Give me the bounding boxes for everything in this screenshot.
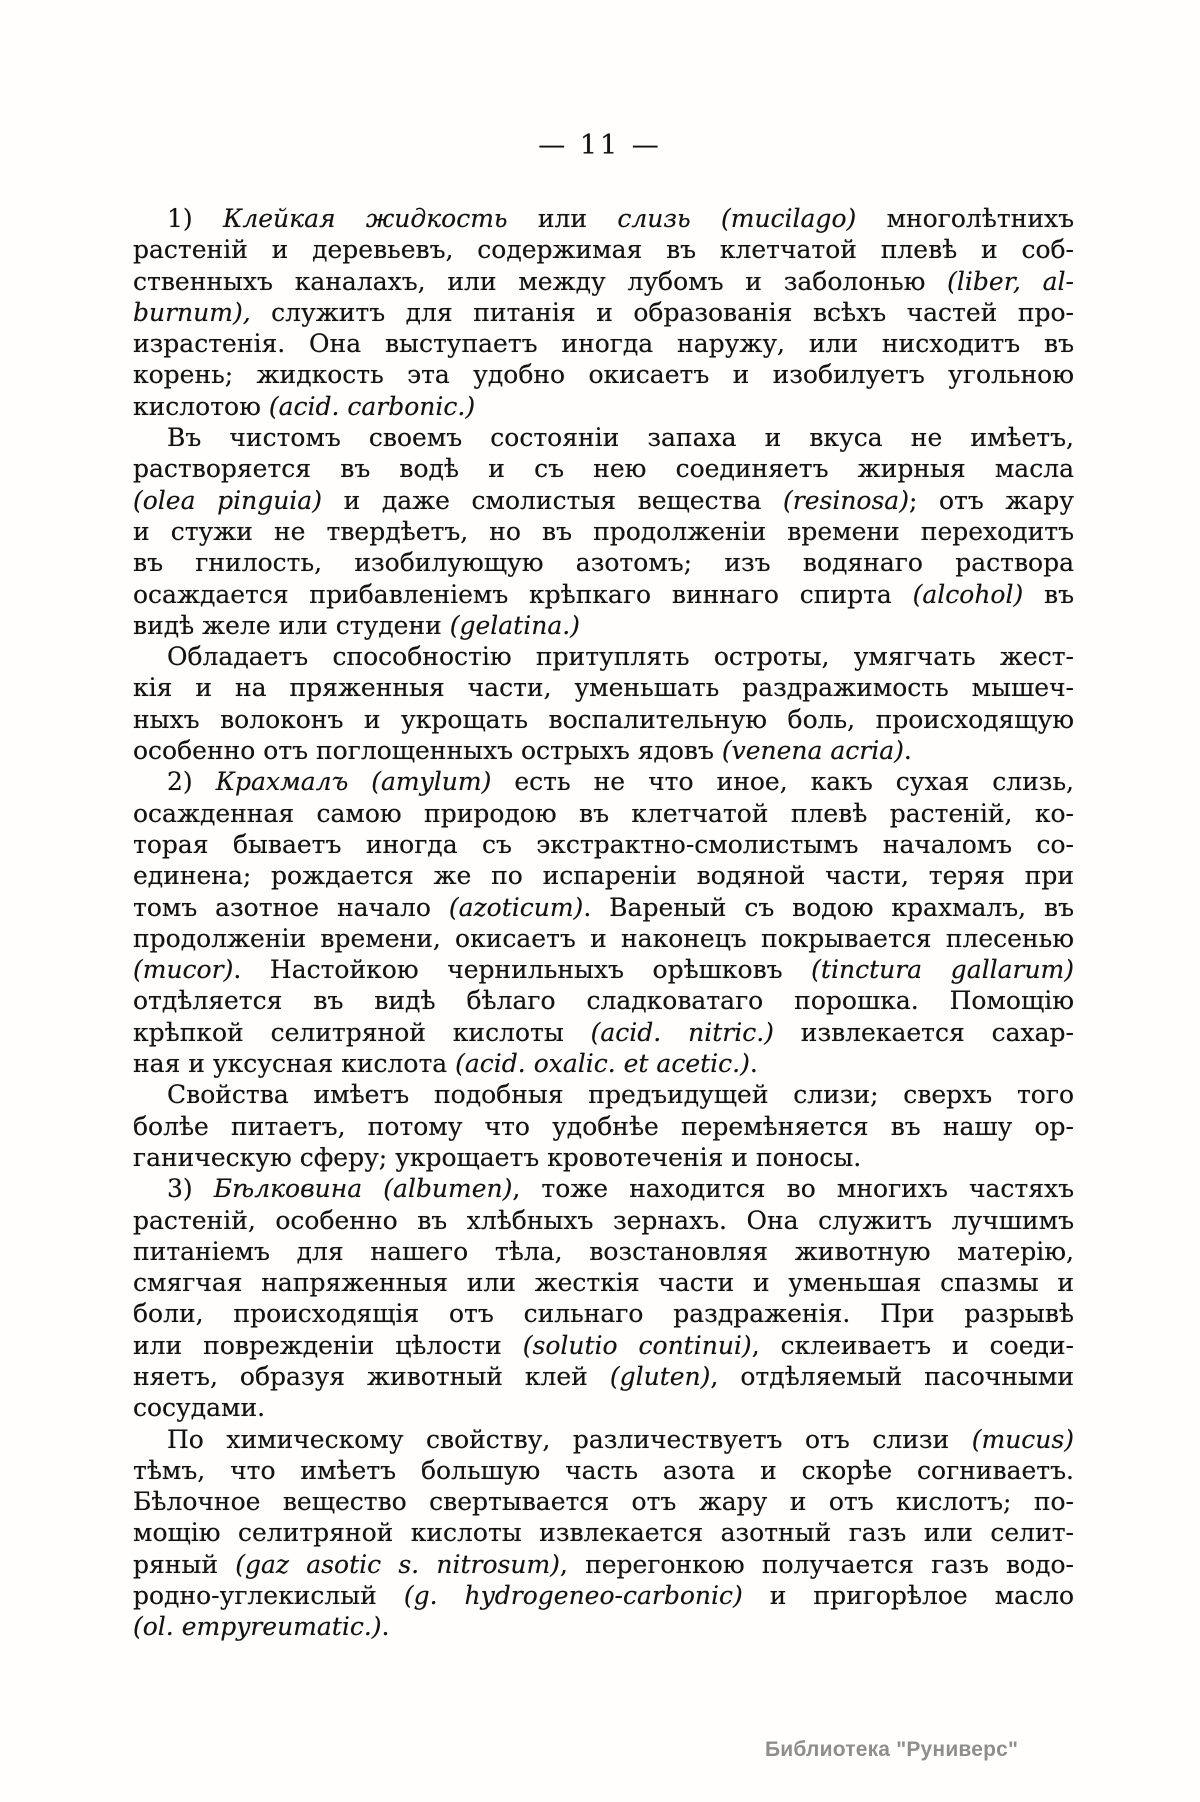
text-segment: боли, происходящія отъ сильнаго раздраженія. При разрывѣ <box>133 1299 1074 1329</box>
italic-text-segment: (olea pinguia) <box>133 485 322 515</box>
text-segment: . Настойкою чернильныхъ орѣшковъ <box>233 955 812 985</box>
text-segment: видѣ желе или студени <box>133 610 450 640</box>
text-segment: ряный <box>133 1549 236 1579</box>
text-segment: По химическому свойству, различествуетъ отъ слизи <box>167 1424 972 1454</box>
text-line <box>133 1455 1074 1486</box>
text-line <box>133 1267 1074 1298</box>
italic-text-segment: (gelatina.) <box>449 610 580 640</box>
text-line <box>133 704 1074 735</box>
italic-text-segment: (acid. oxalic. et acetic.) <box>455 1049 750 1079</box>
text-line <box>133 328 1074 359</box>
text-segment: сосудами. <box>133 1393 266 1423</box>
text-segment: и стужи не твердѣетъ, но въ продолженіи времени переходитъ <box>133 516 1074 546</box>
italic-text-segment: (solutio continui) <box>522 1330 752 1360</box>
text-line <box>133 1017 1074 1048</box>
italic-text-segment: (gaz asotic s. nitrosum) <box>235 1549 560 1579</box>
text-line <box>133 1079 1074 1110</box>
text-segment: ; отъ жару <box>908 485 1074 515</box>
text-segment: . <box>749 1049 758 1079</box>
paragraph-5 <box>133 1079 1074 1173</box>
text-line <box>133 954 1074 985</box>
text-segment: , склеиваетъ и соеди- <box>751 1330 1074 1360</box>
paragraph-1 <box>133 203 1074 422</box>
text-line <box>133 641 1074 672</box>
text-segment: мощію селитряной кислоты извлекается азотный газъ или селит- <box>133 1518 1074 1548</box>
text-segment: болѣе питаетъ, потому что удобнѣе перемѣняется въ нашу ор- <box>133 1111 1074 1141</box>
text-line <box>133 1048 1074 1079</box>
text-line <box>133 1111 1074 1142</box>
text-segment: растворяется въ водѣ и съ нею соединяетъ жирныя масла <box>133 454 1074 484</box>
text-segment: или поврежденіи цѣлости <box>133 1330 523 1360</box>
text-line <box>133 798 1074 829</box>
text-line <box>133 672 1074 703</box>
text-segment: въ <box>1023 579 1074 609</box>
text-segment: или <box>507 204 618 233</box>
text-segment: Свойства имѣетъ подобныя предъидущей слизи; сверхъ того <box>167 1080 1074 1110</box>
text-line <box>133 766 1074 797</box>
text-line <box>133 266 1074 297</box>
text-segment: отдѣляется въ видѣ бѣлаго сладковатаго порошка. Помощію <box>133 986 1074 1016</box>
text-segment: въ гнилость, изобилующую азотомъ; изъ водянаго раствора <box>133 548 1074 578</box>
text-segment: кія и на пряженныя части, уменьшать раздражимость мышеч- <box>133 673 1074 703</box>
text-line <box>133 516 1074 547</box>
text-segment: кислотою <box>133 391 269 421</box>
text-segment: осаждается прибавленіемъ крѣпкаго виннаго спирта <box>133 579 913 609</box>
text-line <box>133 547 1074 578</box>
text-line <box>133 422 1074 453</box>
text-line <box>133 892 1074 923</box>
text-segment: есть не что иное, какъ сухая слизь, <box>491 767 1074 797</box>
text-segment: особенно отъ поглощенныхъ острыхъ ядовъ <box>133 736 722 766</box>
text-line <box>133 1330 1074 1361</box>
text-segment: Въ чистомъ своемъ состояніи запаха и вкуса не имѣетъ, <box>167 423 1074 453</box>
text-line <box>133 1392 1074 1423</box>
text-segment: Обладаетъ способностію притуплять остроты, умягчать жест- <box>167 642 1074 672</box>
italic-text-segment: (azoticum) <box>448 892 584 922</box>
text-segment: продолженіи времени, окисаетъ и наконецъ покрывается плесенью <box>133 923 1074 953</box>
text-segment: родно-углекислый <box>133 1581 404 1611</box>
body-text <box>133 203 1074 1643</box>
text-segment: няетъ, образуя животный клей <box>133 1361 610 1391</box>
text-line <box>133 297 1074 328</box>
italic-text-segment: burnum), <box>133 297 251 327</box>
paragraph-7 <box>133 1424 1074 1643</box>
text-line <box>133 829 1074 860</box>
text-segment: . <box>381 1612 390 1642</box>
italic-text-segment: (liber, al- <box>947 266 1074 296</box>
text-segment: . Вареный съ водою крахмалъ, въ <box>583 892 1074 922</box>
text-line <box>133 1173 1074 1204</box>
italic-text-segment: Клейкая жидкость <box>222 204 508 233</box>
text-line <box>133 485 1074 516</box>
text-line <box>133 1361 1074 1392</box>
text-segment: и даже смолистыя вещества <box>321 485 783 515</box>
text-segment: единена; рождается же по испареніи водяной части, теряя при <box>133 861 1074 891</box>
text-segment: ная и уксусная кислота <box>133 1049 456 1079</box>
italic-text-segment: (venena acria) <box>721 736 904 766</box>
text-line <box>133 579 1074 610</box>
paragraph-6 <box>133 1173 1074 1423</box>
text-line <box>133 203 1074 234</box>
text-segment: осажденная самою природою въ клетчатой плевѣ растеній, ко- <box>133 798 1074 828</box>
text-segment: Бѣлочное вещество свертывается отъ жару и отъ кислотъ; по- <box>133 1487 1074 1517</box>
text-line <box>133 1205 1074 1236</box>
text-line <box>133 610 1074 641</box>
paragraph-4 <box>133 766 1074 1079</box>
text-segment: крѣпкой селитряной кислоты <box>133 1017 591 1047</box>
text-segment: питаніемъ для нашего тѣла, возстановляя животную матерію, <box>133 1236 1074 1266</box>
text-segment: и пригорѣлое масло <box>742 1581 1074 1611</box>
page-number: — 11 — <box>538 130 662 161</box>
text-line <box>133 1517 1074 1548</box>
paragraph-3 <box>133 641 1074 766</box>
text-segment: извлекается сахар- <box>773 1017 1074 1047</box>
italic-text-segment: (tinctura gallarum) <box>811 955 1074 985</box>
text-line <box>133 234 1074 265</box>
text-line <box>133 1580 1074 1611</box>
text-segment: , отдѣляемый пасочными <box>710 1361 1074 1391</box>
text-line <box>133 1549 1074 1580</box>
text-segment: растеній, особенно въ хлѣбныхъ зернахъ. Она служитъ лучшимъ <box>133 1205 1074 1235</box>
text-line <box>133 985 1074 1016</box>
italic-text-segment: (mucus) <box>971 1424 1074 1454</box>
italic-text-segment: (resinosa) <box>783 485 909 515</box>
text-segment: служитъ для питанія и образованія всѣхъ частей про- <box>250 297 1074 327</box>
italic-text-segment: Бѣлковина (albumen) <box>213 1174 513 1204</box>
text-line <box>133 1424 1074 1455</box>
text-segment: израстенія. Она выступаетъ иногда наружу, или нисходитъ въ <box>133 329 1074 359</box>
italic-text-segment: слизь (mucilago) <box>617 204 857 233</box>
italic-text-segment: (gluten) <box>609 1361 711 1391</box>
text-segment: 2) <box>167 767 216 797</box>
text-segment: растеній и деревьевъ, содержимая въ клетчатой плевѣ и соб- <box>133 235 1074 265</box>
text-line <box>133 1486 1074 1517</box>
text-line <box>133 359 1074 390</box>
italic-text-segment: (ol. empyreumatic.) <box>133 1612 382 1642</box>
text-segment: томъ азотное начало <box>133 892 449 922</box>
text-segment: тѣмъ, что имѣетъ большую часть азота и скорѣе согниваетъ. <box>133 1455 1074 1485</box>
text-segment: , перегонкою получается газъ водо- <box>559 1549 1074 1579</box>
text-segment: многолѣтнихъ <box>856 204 1074 233</box>
text-line <box>133 1298 1074 1329</box>
text-segment: ганическую сферу; укрощаетъ кровотеченія и поносы. <box>133 1142 862 1172</box>
text-segment: торая бываетъ иногда съ экстрактно-смолистымъ началомъ со- <box>133 829 1074 859</box>
text-line <box>133 453 1074 484</box>
text-segment: ственныхъ каналахъ, или между лубомъ и заболонью <box>133 266 948 296</box>
italic-text-segment: (acid. nitric.) <box>590 1017 774 1047</box>
paragraph-2 <box>133 422 1074 641</box>
italic-text-segment: (g. hydrogeneo-carbonic) <box>403 1581 743 1611</box>
text-line <box>133 391 1074 422</box>
text-segment: ныхъ волоконъ и укрощать воспалительную боль, происходящую <box>133 704 1074 734</box>
text-segment: . <box>903 736 912 766</box>
text-segment: смягчая напряженныя или жесткія части и уменьшая спазмы и <box>133 1268 1074 1298</box>
italic-text-segment: (acid. carbonic.) <box>268 391 476 421</box>
text-line <box>133 1142 1074 1173</box>
library-watermark: Библиотека "Руниверс" <box>765 1738 1019 1761</box>
text-line <box>133 860 1074 891</box>
text-segment: корень; жидкость эта удобно окисаетъ и изобилуетъ угольною <box>133 360 1074 390</box>
text-segment: 3) <box>167 1174 214 1204</box>
italic-text-segment: (mucor) <box>133 955 234 985</box>
text-line <box>133 1611 1074 1642</box>
italic-text-segment: (alcohol) <box>912 579 1024 609</box>
text-segment: , тоже находится во многихъ частяхъ <box>512 1174 1074 1204</box>
text-line <box>133 735 1074 766</box>
text-line <box>133 1236 1074 1267</box>
text-line <box>133 923 1074 954</box>
italic-text-segment: Крахмалъ (amylum) <box>215 767 492 797</box>
text-segment: 1) <box>167 204 223 233</box>
